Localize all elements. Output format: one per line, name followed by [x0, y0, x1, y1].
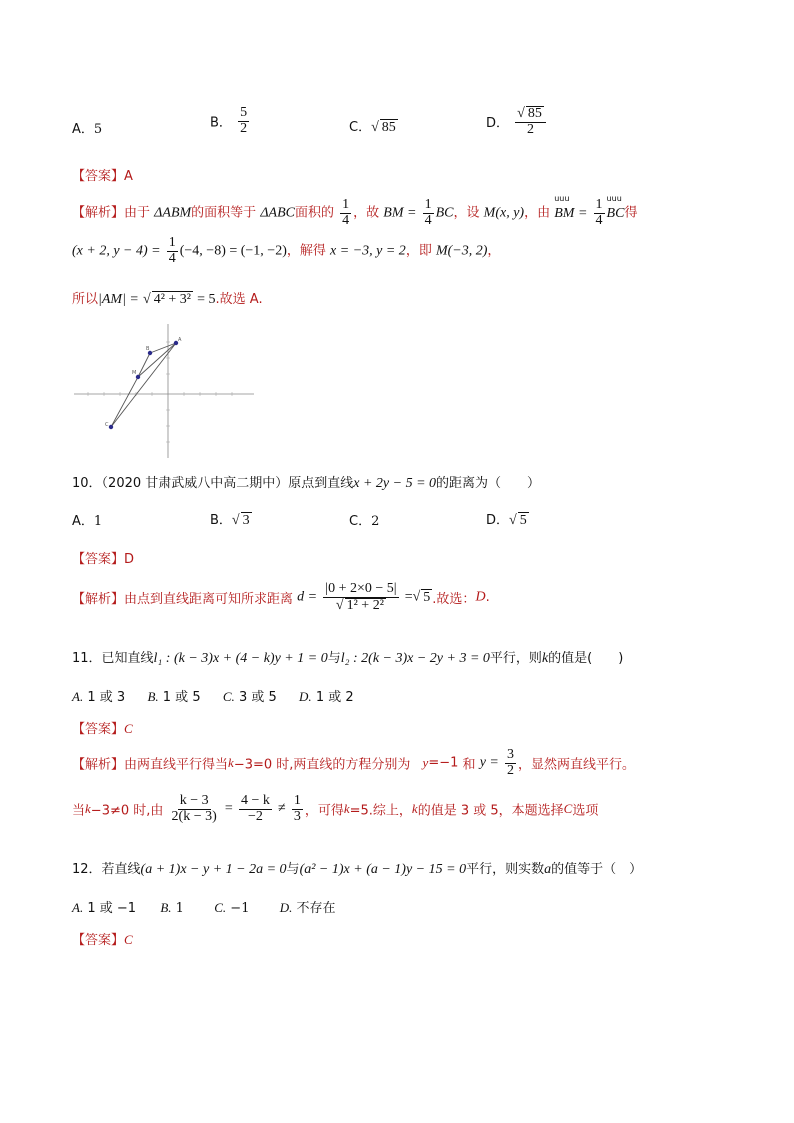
q11-analysis-line2: 当k−3≠0 时,由 $\frac{k - 3}{2(k - 3)}$ = $\frac{4 - k}{-2}$ ≠ $\frac{1}{3}$ ，可得k=5.综上，k的值是 3 或 5，本题选择C选项 [72, 793, 599, 824]
graph-point-c [109, 425, 113, 429]
q11-answer: 【答案】C [72, 721, 133, 737]
q11-options [72, 686, 354, 705]
q9-analysis-line1: 【解析】由于 ΔABM的面积等于 ΔABC面积的 $\frac{1}{4}$ ，故 BM = $\frac{1}{4}$ BC，设 M(x, y)，由 uuu BM = $\frac{1}{4}$ uuu BC得 [72, 193, 638, 228]
q9-option-a: A．5 [72, 122, 103, 137]
q11-stem: 11．已知直线l₁ : (k − 3)x + (4 − k)y + 1 = 0与l₂ : 2(k − 3)x − 2y + 3 = 0平行，则k的值是( ) [72, 651, 624, 666]
q12-options [72, 897, 336, 916]
q11-option-a: A. 1 或 3 [72, 689, 126, 705]
q9-analysis-line2: (x + 2, y − 4) = $\frac{1}{4}$ (−4, −8) = (−1, −2)，解得 x = −3, y = 2，即 M(−3, 2)， [72, 235, 501, 266]
graph-label-c: C [105, 422, 109, 428]
q11-analysis-line1: 【解析】由两直线平行得当k−3=0 时,两直线的方程分别为 y=−1 和 y = $\frac{3}{2}$ ，显然两直线平行。 [72, 747, 636, 778]
graph-label-b: B [146, 346, 150, 352]
q9-option-d: D． $\frac{√ 85}{2}$ [486, 106, 548, 137]
q10-option-d: D．√ 5 [486, 513, 527, 528]
q9-coordinate-graph [70, 322, 260, 460]
q12-option-a: A. 1 或 −1 [72, 900, 137, 916]
q9-option-c: C．√ 85 [349, 120, 396, 135]
q11-option-c: C. 3 或 5 [222, 689, 277, 705]
graph-label-a: A [178, 337, 182, 343]
q12-answer: 【答案】C [72, 932, 133, 948]
graph-label-m: M [132, 370, 137, 376]
q9-option-b: B． $\frac{5}{2}$ [210, 105, 248, 136]
q10-option-a: A．1 [72, 514, 103, 529]
q11-option-b: B. 1 或 5 [147, 689, 201, 705]
q10-stem: 10．（2020 甘肃武威八中高二期中）原点到直线x + 2y − 5 = 0的距离为（ ） [72, 476, 541, 491]
q9-analysis-line3: 所以|AM| = √ 4² + 3² = 5.故选 A. [72, 292, 263, 307]
q12-stem: 12．若直线(a + 1)x − y + 1 − 2a = 0与(a² − 1)x + (a − 1)y − 15 = 0平行，则实数a的值等于（ ） [72, 862, 643, 877]
q11-option-d: D. 1 或 2 [299, 689, 354, 705]
q10-option-c: C．2 [349, 514, 380, 529]
q10-option-b: B．√ 3 [210, 513, 250, 528]
q10-analysis: 【解析】由点到直线距离可知所求距离 d = $\frac{|0 + 2\times 0 - 5|}{\text{√ 1² + 2²}}$ =√ 5 .故选：D. [72, 581, 490, 613]
q12-option-b: B. 1 [160, 900, 184, 916]
q12-option-d: D. 不存在 [279, 900, 336, 916]
graph-point-m [136, 375, 140, 379]
q9-answer: 【答案】A [72, 169, 133, 184]
q10-answer: 【答案】D [72, 552, 135, 567]
q12-option-c: C. −1 [214, 900, 250, 916]
